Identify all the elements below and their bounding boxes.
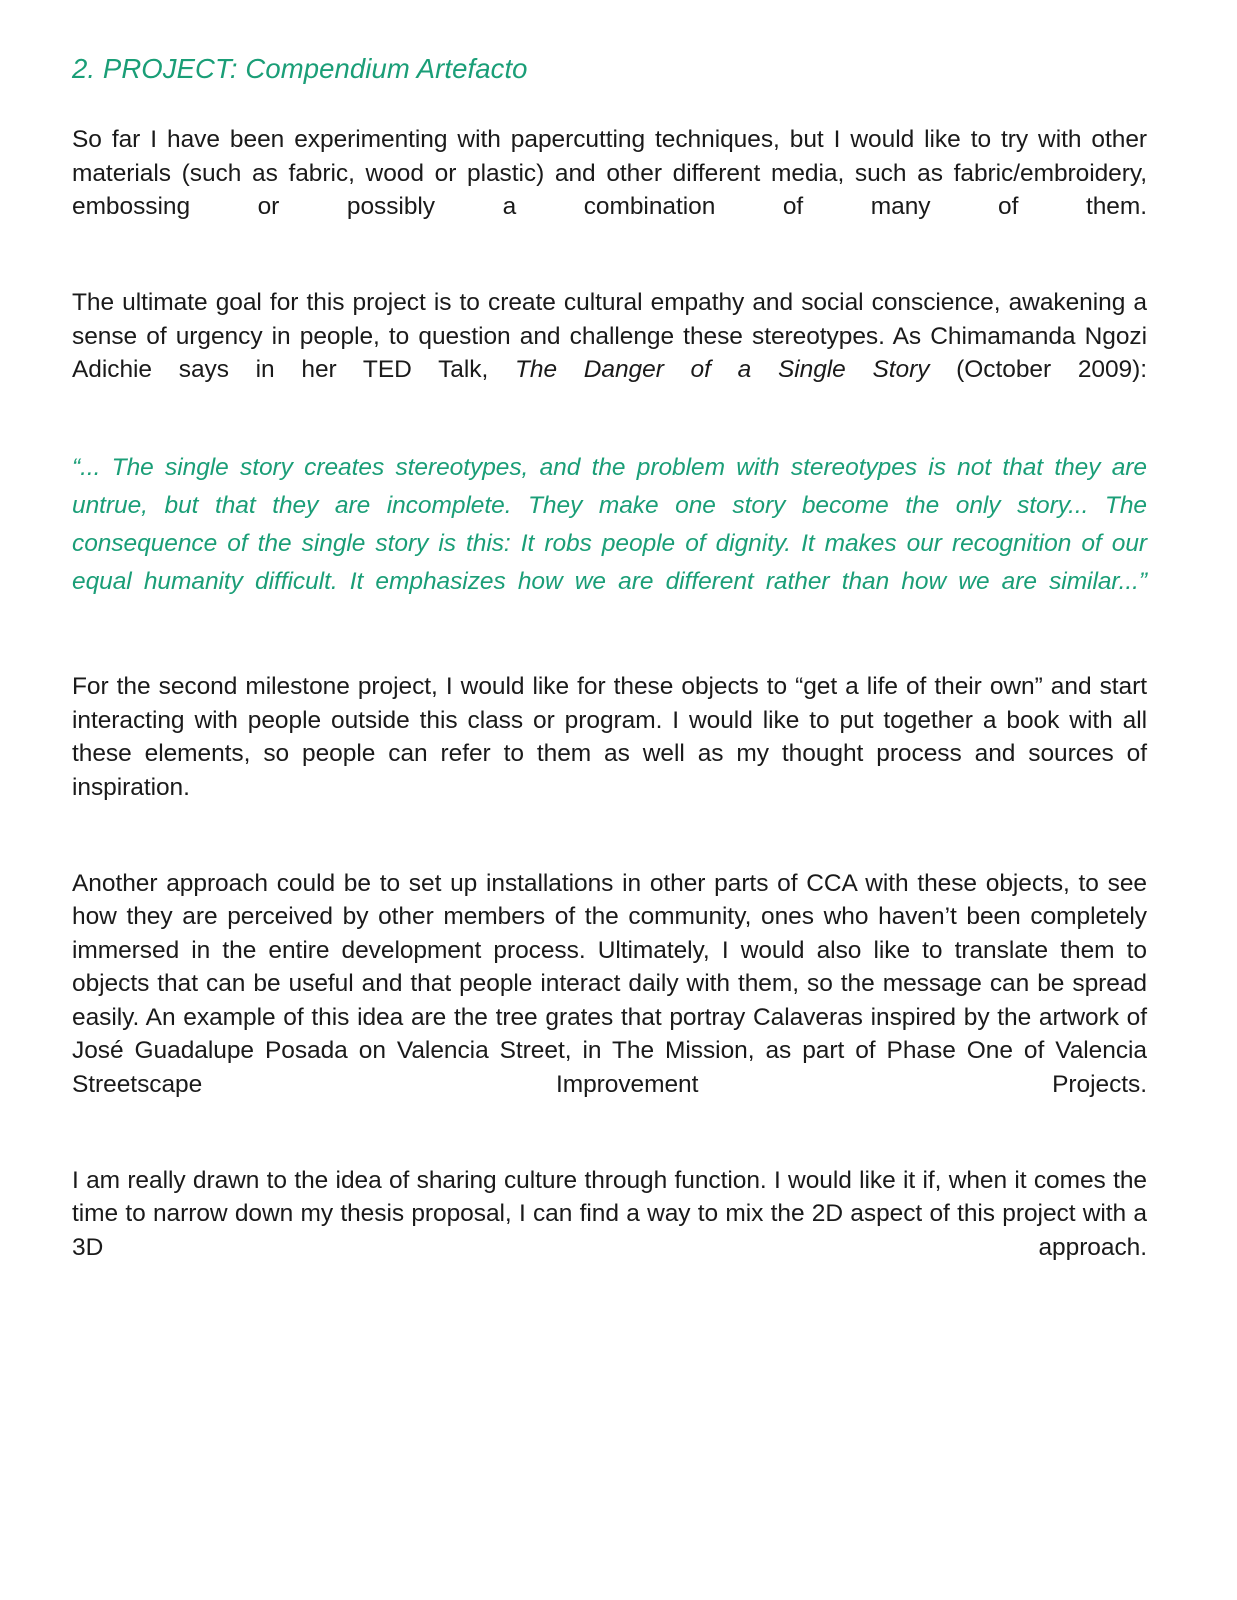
document-text-column <box>72 52 1147 1298</box>
ted-talk-title: The Danger of a Single Story <box>514 356 930 384</box>
paragraph-ultimate-goal-trail-text: (October 2009): <box>929 356 1147 384</box>
paragraph-another-approach: Another approach could be to set up installations in other parts of CCA with these objects, to see how they are perceived by other members of the community, ones who haven’t been completely immersed in the entire development process. Ultimately, I would also like to translate them to objects that can be useful and that people interact daily with them, so the message can be spread easily. An example of this idea are the tree grates that portray Calaveras inspired by the artwork of José Guadalupe Posada on Valencia Street, in The Mission, as part of Phase One of Valencia Streetscape Improvement Projects. <box>72 869 1147 1098</box>
paragraph-ultimate-goal-lead-text: The ultimate goal for this project is to create cultural empathy and social conscience, awakening a sense of urgency in people, to question and challenge these stereotypes. As Chimamanda Ngozi Adichie says in her TED Talk, <box>72 289 1147 384</box>
paragraph-sharing-culture: I am really drawn to the idea of sharing culture through function. I would like it if, when it comes the time to narrow down my thesis proposal, I can find a way to mix the 2D aspect of this project with a 3D approach. <box>72 1166 1147 1261</box>
paragraph-second-milestone: For the second milestone project, I would like for these objects to “get a life of their own” and start interacting with people outside this class or program. I would like to put together a book with all these elements, so people can refer to them as well as my thought process and sources of inspiration. <box>72 673 1147 801</box>
paragraph-materials: So far I have been experimenting with papercutting techniques, but I would like to try with other materials (such as fabric, wood or plastic) and other different media, such as fabric/embroidery, embossing or possibly a combination of many of them. <box>72 126 1147 221</box>
section-heading: 2. PROJECT: Compendium Artefacto <box>72 53 528 84</box>
blockquote-adichie: “... The single story creates stereotypes, and the problem with stereotypes is not that they are untrue, but that they are incomplete. They make one story become the only story... The consequence of the single story is this: It robs people of dignity. It makes our recognition of our equal humanity difficult. It emphasizes how we are different rather than how we are similar...” <box>72 454 1147 596</box>
paragraph-ultimate-goal <box>72 286 1147 420</box>
